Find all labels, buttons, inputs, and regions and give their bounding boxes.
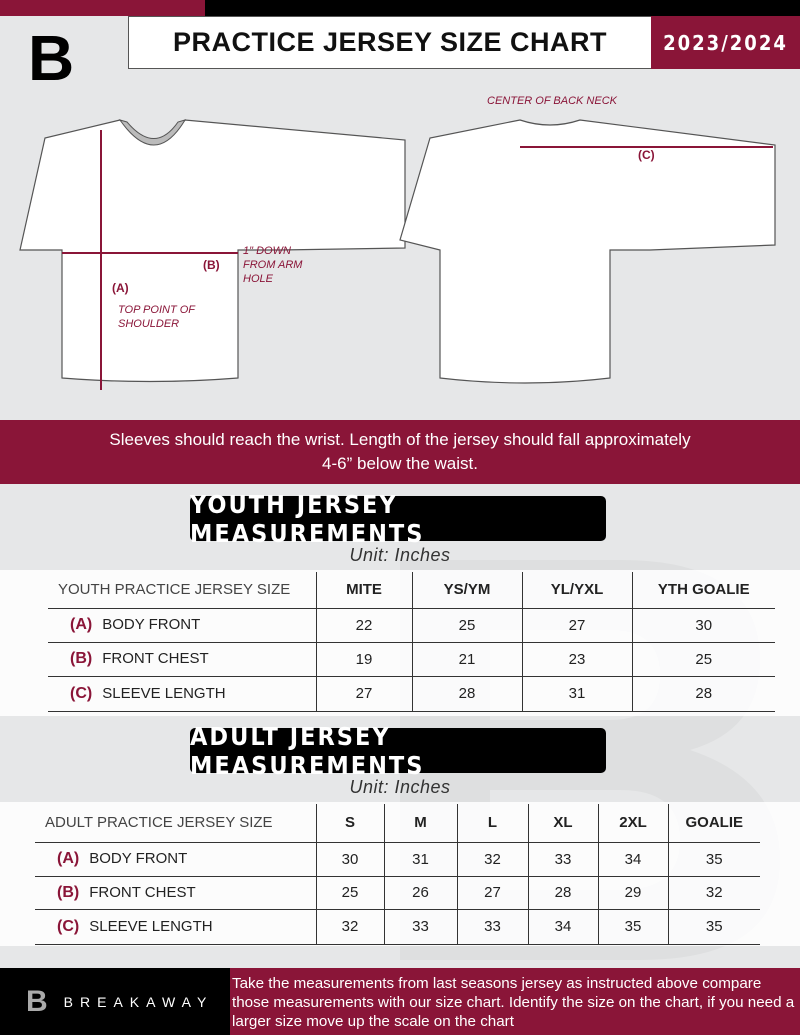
column-header: M <box>384 804 457 842</box>
table-cell: 27 <box>316 676 412 711</box>
table-cell: 28 <box>528 876 598 909</box>
table-cell: 25 <box>632 642 775 676</box>
table-cell: 28 <box>412 676 522 711</box>
footer-logo: B <box>26 984 48 1018</box>
measurement-name: FRONT CHEST <box>102 650 209 667</box>
table-cell: 32 <box>457 842 528 876</box>
fit-instructions: Sleeves should reach the wrist. Length of the jersey should fall approximately 4-6” below the waist. <box>0 420 800 484</box>
measurement-name: SLEEVE LENGTH <box>102 684 226 702</box>
row-label <box>35 842 316 876</box>
youth-unit: Unit: Inches <box>349 545 451 565</box>
jersey-diagram <box>0 100 800 420</box>
column-header: 2XL <box>598 804 668 842</box>
table-cell: 27 <box>457 876 528 909</box>
table-cell: 35 <box>668 909 760 944</box>
measurement-letter: (B) <box>57 883 80 901</box>
table-cell: 22 <box>316 608 412 642</box>
footer-brand <box>0 968 230 1035</box>
row-label <box>35 909 316 944</box>
row-label <box>35 876 316 909</box>
table-cell: 35 <box>598 909 668 944</box>
adult-title: ADULT JERSEY MEASUREMENTS <box>190 728 606 773</box>
column-header: ADULT PRACTICE JERSEY SIZE <box>35 804 316 842</box>
season-label: 2023/2024 <box>651 16 800 69</box>
adult-unit: Unit: Inches <box>349 777 451 797</box>
measurement-letter: (C) <box>70 684 93 702</box>
row-label <box>48 676 316 711</box>
adult-size-table <box>35 804 760 945</box>
table-cell: 30 <box>632 608 775 642</box>
row-label <box>48 608 316 642</box>
arm-hole-note: 1" DOWN FROM ARM HOLE <box>243 245 303 285</box>
label-b: (B) <box>203 258 220 272</box>
measurement-letter: (A) <box>57 850 80 867</box>
measurement-letter: (C) <box>57 917 80 935</box>
column-header: YS/YM <box>412 572 522 608</box>
measurement-name: FRONT CHEST <box>89 883 196 901</box>
table-row <box>48 642 775 676</box>
table-cell: 34 <box>598 842 668 876</box>
table-row <box>35 876 760 909</box>
column-header: MITE <box>316 572 412 608</box>
table-row <box>35 909 760 944</box>
table-cell: 25 <box>412 608 522 642</box>
table-cell: 31 <box>384 842 457 876</box>
label-a: (A) <box>112 281 129 295</box>
youth-size-table <box>48 572 775 712</box>
column-header: YL/YXL <box>522 572 632 608</box>
table-header-row <box>48 572 775 608</box>
table-cell: 32 <box>668 876 760 909</box>
table-cell: 35 <box>668 842 760 876</box>
brand-name: BREAKAWAY <box>63 993 214 1010</box>
table-cell: 33 <box>528 842 598 876</box>
table-row <box>48 608 775 642</box>
table-cell: 25 <box>316 876 384 909</box>
table-cell: 30 <box>316 842 384 876</box>
measurement-name: BODY FRONT <box>102 616 201 633</box>
column-header: GOALIE <box>668 804 760 842</box>
table-cell: 33 <box>384 909 457 944</box>
table-row <box>35 842 760 876</box>
measurement-letter: (A) <box>70 616 93 633</box>
table-cell: 23 <box>522 642 632 676</box>
table-cell: 34 <box>528 909 598 944</box>
measurement-name: BODY FRONT <box>89 850 188 867</box>
table-cell: 27 <box>522 608 632 642</box>
column-header: XL <box>528 804 598 842</box>
column-header: YOUTH PRACTICE JERSEY SIZE <box>48 572 316 608</box>
table-cell: 26 <box>384 876 457 909</box>
table-cell: 29 <box>598 876 668 909</box>
center-back-neck-note: CENTER OF BACK NECK <box>487 95 617 107</box>
column-header: L <box>457 804 528 842</box>
table-cell: 32 <box>316 909 384 944</box>
top-black-bar <box>205 0 800 16</box>
row-label <box>48 642 316 676</box>
table-header-row <box>35 804 760 842</box>
column-header: YTH GOALIE <box>632 572 775 608</box>
column-header: S <box>316 804 384 842</box>
table-cell: 19 <box>316 642 412 676</box>
table-row <box>48 676 775 711</box>
youth-title: YOUTH JERSEY MEASUREMENTS <box>190 496 606 541</box>
table-cell: 28 <box>632 676 775 711</box>
label-c: (C) <box>638 148 655 162</box>
measurement-name: SLEEVE LENGTH <box>89 917 213 935</box>
footer-instructions: Take the measurements from last seasons jersey as instructed above compare those measurements with our size chart. Identify the size on the chart, if you need a larger size move up the scale on the chart <box>230 968 800 1035</box>
measurement-letter: (B) <box>70 650 93 667</box>
logo: B <box>28 22 75 94</box>
top-accent-bar <box>0 0 205 16</box>
table-cell: 31 <box>522 676 632 711</box>
table-cell: 21 <box>412 642 522 676</box>
shoulder-note: TOP POINT OF SHOULDER <box>118 304 195 330</box>
table-cell: 33 <box>457 909 528 944</box>
page-title: PRACTICE JERSEY SIZE CHART <box>128 16 652 69</box>
